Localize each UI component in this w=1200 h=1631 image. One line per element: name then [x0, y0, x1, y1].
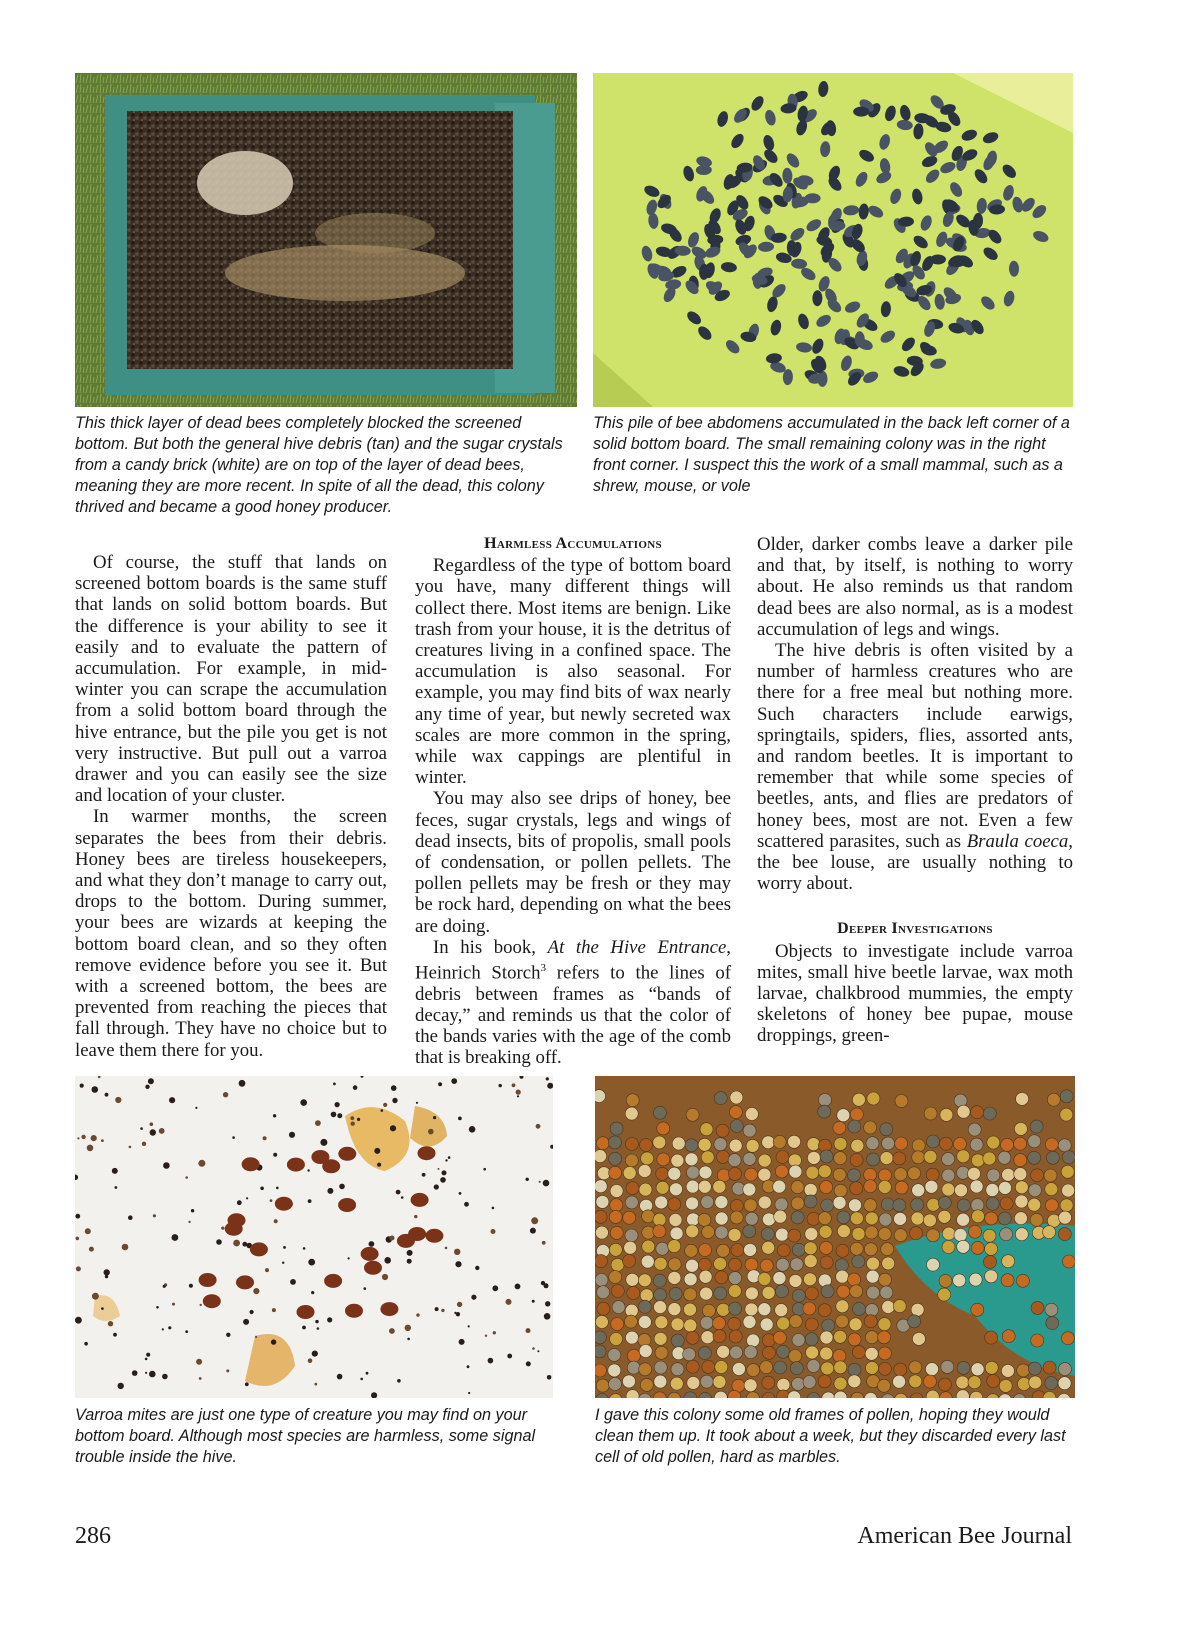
photo-old-pollen-pellets [595, 1076, 1075, 1398]
journal-name: American Bee Journal [857, 1523, 1072, 1549]
dead-bees-image [75, 73, 577, 407]
footnote-ref[interactable]: 3 [540, 962, 546, 975]
page-number: 286 [75, 1523, 111, 1549]
paragraph: Regardless of the type of bottom board you have, many different things will collect there. Most items are benign. Like trash from your house, it is the detritus of creatures living in a confined space. The accumulation is also seasonal. For example, you may find bits of wax nearly any time of year, but newly secreted wax scales are more common in the spring, while wax cappings are plentiful in winter. [415, 555, 731, 789]
photo-bee-abdomens-pile [593, 73, 1073, 407]
caption-bottom-left: Varroa mites are just one type of creature you may find on your bottom board. Although most species are harmless, some signal trouble inside the hive. [75, 1406, 536, 1466]
varroa-mites-image [75, 1076, 553, 1398]
paragraph: The hive debris is often visited by a number of harmless creatures who are there for a free meal but nothing more. Such characters include earwigs, springtails, spiders, flies, assorted ants, and random beetles. It is important to remember that while some species of beetles, ants, and flies are predators of honey bees, most are not. Even a few scattered parasites, such as Braula coeca, the bee louse, are usually nothing to worry about. [757, 640, 1073, 895]
text-column-1 [75, 552, 387, 1061]
caption-top-right: This pile of bee abdomens accumulated in the back left corner of a solid bottom board. The small remaining colony was in the right front corner. I suspect this the work of a small mammal, such as a shrew, mouse, or vole [593, 414, 1070, 495]
pollen-pellets-image [595, 1076, 1075, 1398]
book-title: At the Hive Entrance [547, 936, 727, 958]
photo-dead-bees-screened-bottom [75, 73, 577, 407]
section-heading-deeper-investigations: Deeper Investigations [837, 920, 993, 938]
section-heading-harmless-accumulations: Harmless Accumulations [484, 535, 662, 552]
paragraph: Of course, the stuff that lands on screened bottom boards is the same stuff that lands on solid bottom boards. But the difference is your ability to see it easily and to evaluate the pattern of accumulation. For example, in mid-winter you can scrape the accumulation from a solid bottom board through the hive entrance, but the pile you get is not very instructive. But pull out a varroa drawer and you can easily see the size and location of your cluster. [75, 552, 387, 807]
paragraph: In warmer months, the screen separates the bees from their debris. Honey bees are tireless housekeepers, and what they don’t manage to carry out, drops to the bottom. During summer, your bees are wizards at keeping the bottom board clean, and so they often remove evidence before you see it. But with a screened bottom, the bees are prevented from reaching the pieces that fall through. They have no choice but to leave them there for you. [75, 806, 387, 1061]
species-name: Braula coeca [966, 830, 1069, 852]
caption-top-left: This thick layer of dead bees completely blocked the screened bottom. But both the general hive debris (tan) and the sugar crystals from a candy brick (white) are on top of the layer of dead bees, meaning they are more recent. In spite of all the dead, this colony thrived and became a good honey producer. [75, 414, 563, 516]
paragraph: In his book, At the Hive Entrance, Heinrich Storch$^3$ refers to the lines of debris between frames as “bands of decay,” and reminds us that the color of the bands varies with the age of the comb that is breaking off. [415, 936, 732, 1069]
bee-abdomens-image [593, 73, 1073, 407]
paragraph: You may also see drips of honey, bee feces, sugar crystals, legs and wings of dead insects, bits of propolis, small pools of condensation, or pollen pellets. The pollen pellets may be fresh or they may be rock hard, depending on what the bees are doing. [415, 788, 731, 937]
photo-varroa-mites [75, 1076, 553, 1398]
text-column-2 [415, 533, 731, 1068]
caption-bottom-right: I gave this colony some old frames of pollen, hoping they would clean them up. It took about a week, but they discarded every last cell of old pollen, hard as marbles. [595, 1406, 1066, 1466]
paragraph: Older, darker combs leave a darker pile and that, by itself, is nothing to worry about. He also reminds us that random dead bees are also normal, as is a modest accumulation of legs and wings. [757, 534, 1073, 640]
paragraph: Objects to investigate include varroa mites, small hive beetle larvae, wax moth larvae, chalkbrood mummies, the empty skeletons of honey bee pupae, mouse droppings, green- [757, 940, 1073, 1047]
text-column-3 [757, 534, 1073, 1047]
